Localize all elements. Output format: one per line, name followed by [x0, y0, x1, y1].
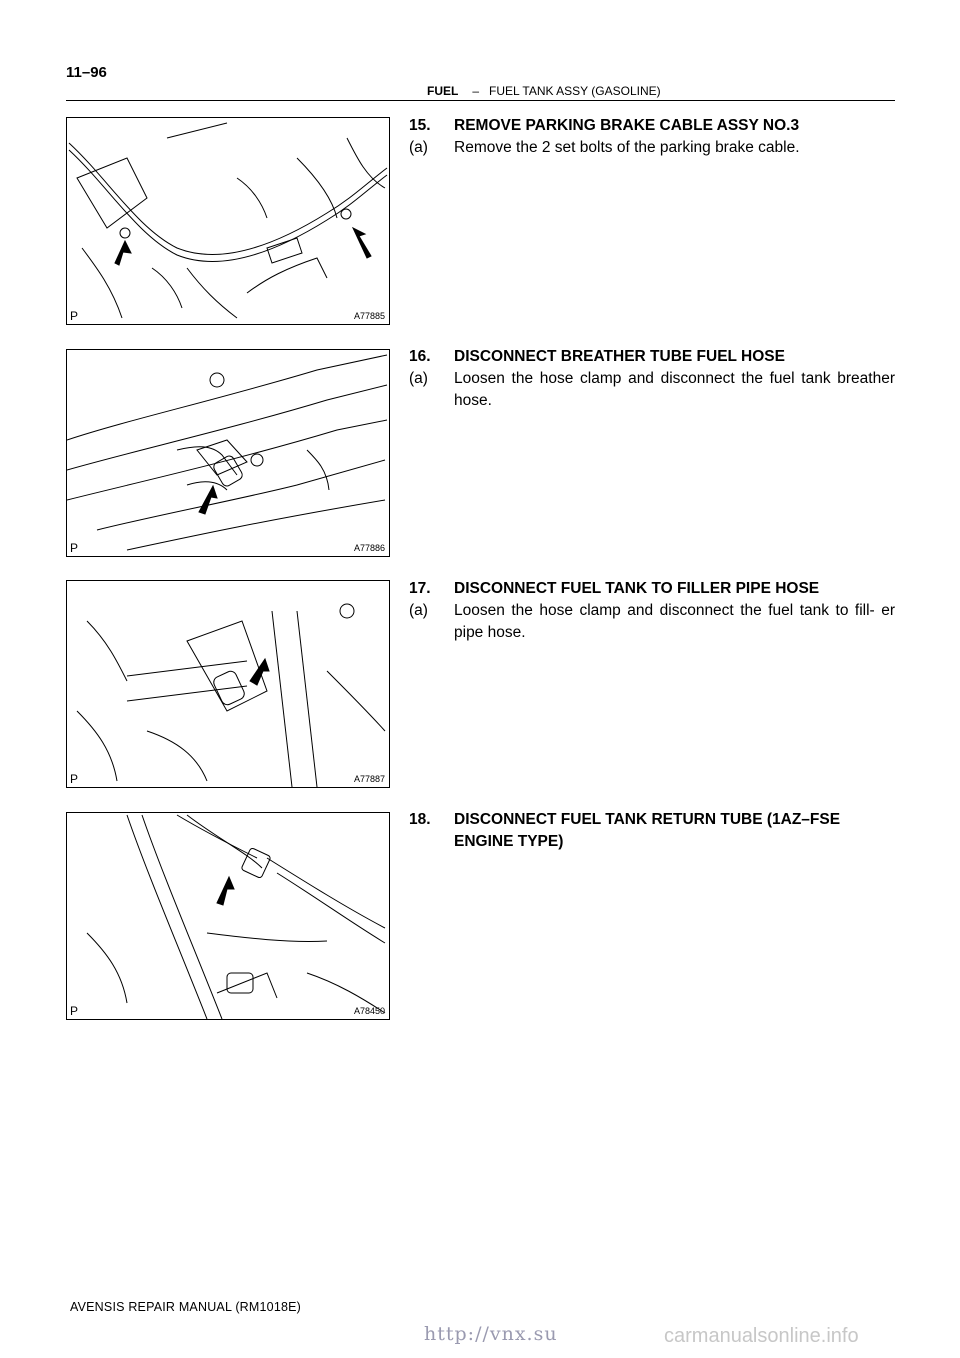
step-heading	[409, 809, 895, 853]
substep-text: Loosen the hose clamp and disconnect the fuel tank to fill- er pipe hose.	[454, 602, 895, 641]
figure-id: A77887	[353, 774, 385, 784]
step-number: 16.	[409, 348, 431, 365]
figure-p-mark: P	[70, 541, 79, 555]
step-18	[409, 809, 895, 853]
substep-label: (a)	[409, 370, 428, 387]
watermark-site: carmanualsonline.info	[664, 1325, 859, 1347]
page-number: 11–96	[66, 64, 107, 81]
step-16	[409, 346, 895, 412]
figure-id: A77886	[353, 543, 385, 553]
step-15	[409, 115, 895, 159]
step-title: DISCONNECT FUEL TANK RETURN TUBE (1AZ–FSE ENGINE TYPE)	[454, 811, 841, 850]
figure-id: A78450	[353, 1006, 385, 1016]
figure-return-tube	[66, 812, 390, 1020]
header-rule	[66, 100, 895, 101]
step-heading	[409, 115, 895, 137]
substep-text: Loosen the hose clamp and disconnect the fuel tank breather hose.	[454, 370, 895, 409]
substep	[409, 368, 895, 412]
watermark-url[interactable]: http://vnx.su	[424, 1323, 558, 1345]
step-number: 18.	[409, 811, 431, 828]
header-subsection: FUEL TANK ASSY (GASOLINE)	[489, 84, 661, 98]
figure-parking-brake-cable	[66, 117, 390, 325]
step-title: DISCONNECT BREATHER TUBE FUEL HOSE	[454, 348, 785, 365]
substep-label: (a)	[409, 602, 428, 619]
step-heading	[409, 346, 895, 368]
step-number: 17.	[409, 580, 431, 597]
step-number: 15.	[409, 117, 431, 134]
running-header	[427, 84, 661, 98]
header-separator: –	[472, 84, 480, 98]
figure-breather-hose	[66, 349, 390, 557]
footer-manual-title: AVENSIS REPAIR MANUAL (RM1018E)	[70, 1300, 302, 1314]
substep-text: Remove the 2 set bolts of the parking brake cable.	[454, 139, 800, 156]
step-title: DISCONNECT FUEL TANK TO FILLER PIPE HOSE	[454, 580, 820, 597]
figure-p-mark: P	[70, 1004, 79, 1018]
figure-id: A77885	[353, 311, 385, 321]
figure-p-mark: P	[70, 772, 79, 786]
figure-filler-pipe-hose	[66, 580, 390, 788]
substep-label: (a)	[409, 139, 428, 156]
step-heading	[409, 578, 895, 600]
step-title: REMOVE PARKING BRAKE CABLE ASSY NO.3	[454, 117, 800, 134]
step-17	[409, 578, 895, 644]
figure-p-mark: P	[70, 309, 79, 323]
substep	[409, 600, 895, 644]
substep	[409, 137, 895, 159]
header-section: FUEL	[427, 84, 459, 98]
